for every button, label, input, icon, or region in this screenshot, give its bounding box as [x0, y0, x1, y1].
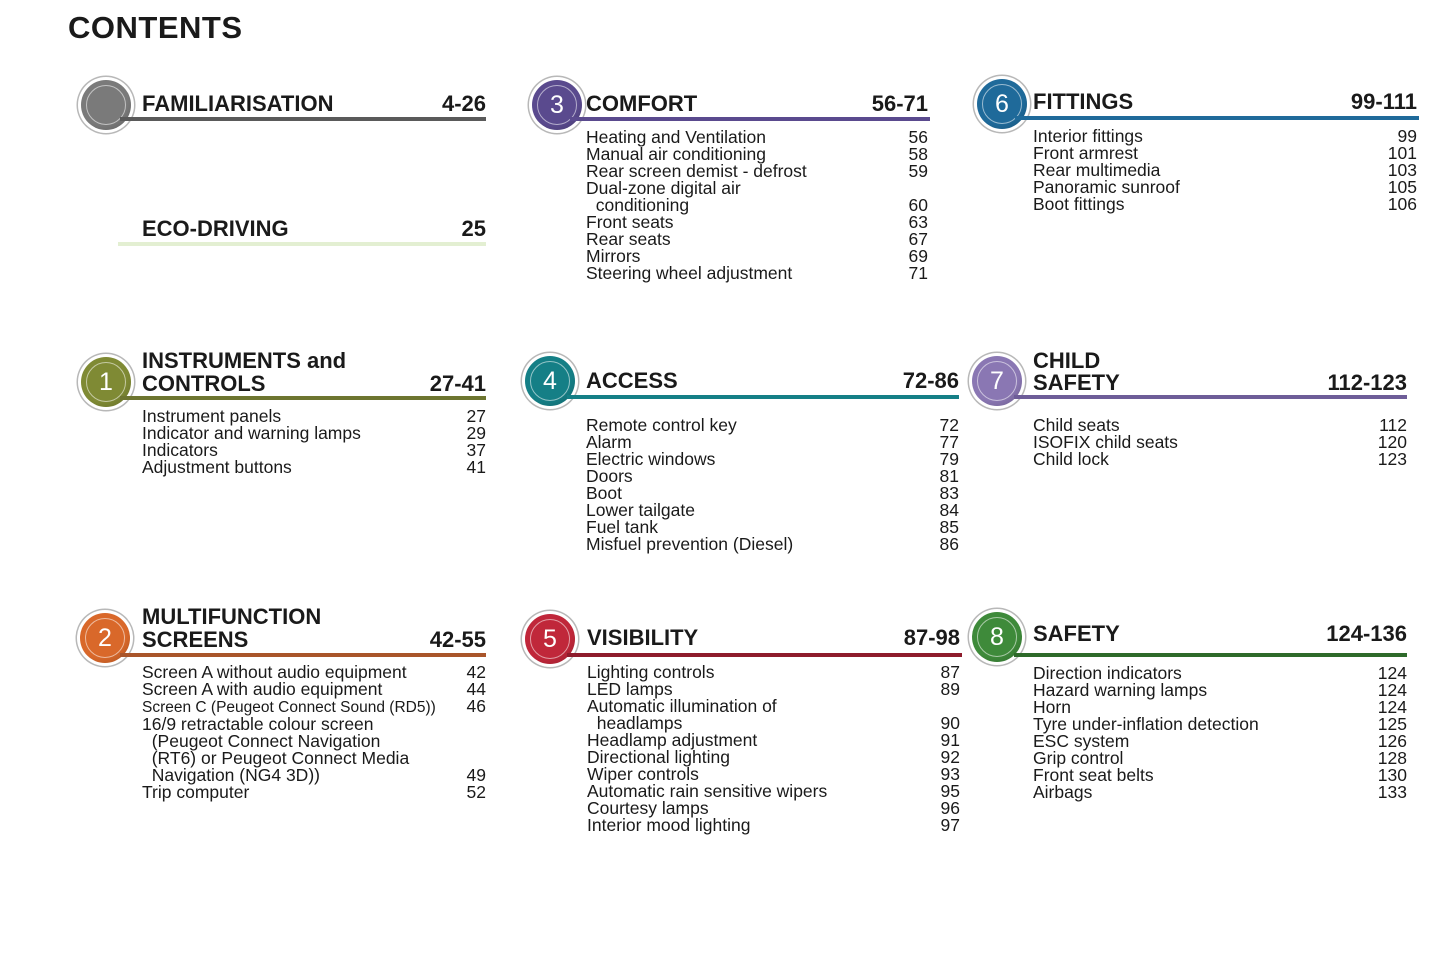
- toc-entry-page: 87: [940, 662, 960, 682]
- toc-entry-page: 63: [908, 212, 928, 232]
- section-title: COMFORT: [586, 91, 698, 116]
- toc-entry-page: 42: [466, 662, 486, 682]
- section-title: VISIBILITY: [587, 625, 699, 650]
- toc-entry-label: conditioning: [586, 195, 690, 215]
- toc-entry-label: Trip computer: [142, 782, 250, 802]
- section-rule: [1015, 116, 1419, 120]
- section-rule: [120, 653, 486, 657]
- toc-entry-page: 91: [940, 730, 960, 750]
- toc-entry-page: 133: [1377, 782, 1407, 802]
- toc-entry-page: 67: [908, 229, 928, 249]
- toc-entry[interactable]: [586, 417, 959, 434]
- toc-entry[interactable]: [586, 451, 959, 468]
- toc-entry[interactable]: [142, 681, 486, 698]
- toc-entry[interactable]: [586, 468, 959, 485]
- toc-entry-page: 130: [1377, 765, 1407, 785]
- toc-entry-page: 27: [466, 406, 486, 426]
- toc-entry-label: Direction indicators: [1033, 663, 1182, 683]
- section-pages: 72-86: [902, 368, 959, 393]
- eco-driving-title: ECO-DRIVING: [142, 216, 289, 241]
- toc-entry-label: Screen A without audio equipment: [142, 662, 407, 682]
- toc-entry[interactable]: [586, 536, 959, 553]
- toc-entry-page: 52: [466, 782, 486, 802]
- entry-list: [586, 417, 959, 553]
- toc-entry-page: 37: [466, 440, 486, 460]
- section-title-line2: SAFETY: [1033, 370, 1120, 395]
- section-badge: 1: [81, 357, 131, 407]
- section-badge: 6: [977, 79, 1027, 129]
- toc-entry-page: 105: [1387, 177, 1417, 197]
- section-badge: [81, 80, 131, 130]
- toc-entry-label: Instrument panels: [142, 406, 282, 426]
- section-title-line2: SCREENS: [142, 627, 249, 652]
- toc-entry-label: Automatic illumination of: [587, 696, 777, 716]
- toc-entry-page: 125: [1377, 714, 1407, 734]
- toc-entry-label: Electric windows: [586, 449, 716, 469]
- toc-entry-label: Fuel tank: [586, 517, 658, 537]
- entry-list: [142, 408, 486, 476]
- eco-driving-rule: [118, 242, 486, 246]
- toc-entry-page: 77: [939, 432, 959, 452]
- page-title: CONTENTS: [68, 10, 243, 45]
- toc-entry[interactable]: [142, 784, 486, 801]
- toc-entry-page: 84: [939, 500, 959, 520]
- section-instruments-controls[interactable]: [78, 348, 508, 608]
- toc-entry-label: Interior fittings: [1033, 126, 1143, 146]
- toc-entry-page: 60: [908, 195, 928, 215]
- toc-entry-page: 126: [1377, 731, 1407, 751]
- section-rule: [120, 396, 486, 400]
- section-rule: [567, 395, 959, 399]
- toc-entry-page: 69: [908, 246, 928, 266]
- toc-entry-label: Rear screen demist - defrost: [586, 161, 807, 181]
- section-pages: 4-26: [441, 91, 486, 116]
- toc-entry-label: Directional lighting: [587, 747, 730, 767]
- toc-entry-label: Misfuel prevention (Diesel): [586, 534, 794, 554]
- toc-entry-label: Screen A with audio equipment: [142, 679, 383, 699]
- toc-entry-label: (RT6) or Peugeot Connect Media: [142, 748, 410, 768]
- section-badge: 5: [525, 614, 575, 664]
- toc-entry[interactable]: [142, 459, 486, 476]
- toc-entry-label: Headlamp adjustment: [587, 730, 758, 750]
- toc-entry-label: Remote control key: [586, 415, 737, 435]
- toc-entry-page: 72: [939, 415, 959, 435]
- section-familiarisation[interactable]: [78, 78, 508, 338]
- section-comfort[interactable]: [530, 78, 960, 338]
- toc-entry-page: 96: [940, 798, 960, 818]
- section-title-line2: CONTROLS: [142, 371, 266, 396]
- section-rule: [120, 117, 486, 121]
- toc-entry-label: Indicator and warning lamps: [142, 423, 361, 443]
- toc-entry-page: 90: [940, 713, 960, 733]
- toc-entry-page: 112: [1379, 415, 1407, 435]
- toc-entry-label: Lower tailgate: [586, 500, 695, 520]
- entry-list: [586, 129, 928, 282]
- toc-entry-label: Alarm: [586, 432, 632, 452]
- toc-entry-page: 92: [940, 747, 960, 767]
- toc-entry-label: Courtesy lamps: [587, 798, 709, 818]
- section-pages: 87-98: [903, 625, 960, 650]
- section-pages: 124-136: [1326, 621, 1407, 646]
- toc-entry-page: 124: [1377, 680, 1407, 700]
- section-child-safety[interactable]: [970, 348, 1407, 608]
- section-title: SAFETY: [1033, 621, 1120, 646]
- toc-entry-page: 44: [466, 679, 486, 699]
- toc-entry[interactable]: [1033, 451, 1407, 468]
- section-multifunction-screens[interactable]: [78, 604, 508, 864]
- toc-entry-page: 103: [1387, 160, 1417, 180]
- section-rule: [1014, 395, 1407, 399]
- toc-entry-label: Lighting controls: [587, 662, 715, 682]
- section-badge: 2: [80, 613, 130, 663]
- section-title: ACCESS: [586, 368, 678, 393]
- toc-entry-label: Interior mood lighting: [587, 815, 751, 835]
- toc-entry-page: 124: [1377, 697, 1407, 717]
- toc-entry-label: Screen C (Peugeot Connect Sound (RD5)): [142, 699, 436, 716]
- toc-entry-page: 83: [939, 483, 959, 503]
- section-access[interactable]: [523, 354, 959, 614]
- toc-entry-label: Child seats: [1033, 415, 1120, 435]
- toc-entry-page: 58: [908, 144, 928, 164]
- section-rule: [570, 117, 930, 121]
- section-badge: 7: [972, 356, 1022, 406]
- toc-entry-label: Boot fittings: [1033, 194, 1125, 214]
- toc-entry-label: Horn: [1033, 697, 1071, 717]
- toc-entry-label: ESC system: [1033, 731, 1130, 751]
- section-fittings[interactable]: [975, 77, 1417, 337]
- toc-entry-label: Panoramic sunroof: [1033, 177, 1180, 197]
- toc-entry-label: headlamps: [587, 713, 683, 733]
- toc-entry-label: Child lock: [1033, 449, 1109, 469]
- section-pages: 112-123: [1327, 370, 1407, 395]
- toc-entry-page: 99: [1397, 126, 1417, 146]
- toc-entry-label: Front armrest: [1033, 143, 1139, 163]
- toc-entry-page: 56: [908, 127, 928, 147]
- toc-entry-page: 86: [939, 534, 959, 554]
- section-title-line1: INSTRUMENTS and: [142, 348, 347, 373]
- toc-entry-label: Boot: [586, 483, 622, 503]
- entry-list: [1033, 417, 1407, 468]
- toc-entry-label: Airbags: [1033, 782, 1093, 802]
- toc-entry-label: Doors: [586, 466, 633, 486]
- toc-entry-page: 46: [466, 696, 486, 716]
- toc-entry-page: 81: [939, 466, 959, 486]
- toc-entry-page: 85: [939, 517, 959, 537]
- toc-entry-label: Steering wheel adjustment: [586, 263, 793, 283]
- toc-entry-page: 106: [1387, 194, 1417, 214]
- section-visibility[interactable]: [523, 612, 960, 872]
- toc-entry-page: 79: [939, 449, 959, 469]
- section-safety[interactable]: [970, 610, 1407, 870]
- toc-entry-label: Grip control: [1033, 748, 1124, 768]
- eco-driving-pages: 25: [461, 216, 486, 241]
- toc-entry-page: 120: [1377, 432, 1407, 452]
- section-rule: [567, 653, 962, 657]
- toc-entry-page: 95: [940, 781, 960, 801]
- toc-entry[interactable]: [1033, 196, 1417, 213]
- section-pages: 42-55: [429, 627, 486, 652]
- section-title: FITTINGS: [1033, 89, 1134, 114]
- section-title: FAMILIARISATION: [142, 91, 334, 116]
- toc-entry-page: 128: [1377, 748, 1407, 768]
- toc-entry-label: 16/9 retractable colour screen: [142, 714, 374, 734]
- section-pages: 56-71: [871, 91, 928, 116]
- entry-list: [1033, 665, 1407, 801]
- toc-entry-label: Rear multimedia: [1033, 160, 1161, 180]
- section-title-line1: CHILD: [1033, 348, 1101, 373]
- toc-entry-label: Tyre under-inflation detection: [1033, 714, 1259, 734]
- toc-entry-label: Rear seats: [586, 229, 671, 249]
- toc-entry-page: 124: [1377, 663, 1407, 683]
- section-pages: 27-41: [429, 371, 486, 396]
- toc-entry-label: Front seats: [586, 212, 674, 232]
- entry-list: [587, 664, 960, 834]
- toc-entry-page: 123: [1377, 449, 1407, 469]
- toc-entry-page: 101: [1387, 143, 1417, 163]
- toc-entry-label: Mirrors: [586, 246, 641, 266]
- toc-entry-page: 49: [466, 765, 486, 785]
- toc-entry-page: 89: [940, 679, 960, 699]
- entry-list: [1033, 128, 1417, 213]
- toc-entry[interactable]: [1033, 784, 1407, 801]
- toc-entry-page: 59: [908, 161, 928, 181]
- toc-entry[interactable]: [587, 817, 960, 834]
- toc-entry-label: ISOFIX child seats: [1033, 432, 1178, 452]
- toc-entry-label: Dual-zone digital air: [586, 178, 741, 198]
- section-title-line1: MULTIFUNCTION: [142, 604, 322, 629]
- toc-entry-label: Hazard warning lamps: [1033, 680, 1208, 700]
- toc-entry-label: Front seat belts: [1033, 765, 1154, 785]
- toc-entry-page: 71: [908, 263, 928, 283]
- section-rule: [1014, 653, 1407, 657]
- toc-entry-page: 41: [466, 457, 486, 477]
- section-badge: 8: [972, 612, 1022, 662]
- toc-entry-page: 29: [466, 423, 486, 443]
- toc-entry-label: LED lamps: [587, 679, 673, 699]
- toc-entry-label: Adjustment buttons: [142, 457, 292, 477]
- entry-list: [142, 664, 486, 801]
- toc-entry-page: 97: [940, 815, 960, 835]
- toc-entry-label: Automatic rain sensitive wipers: [587, 781, 828, 801]
- toc-entry-label: Navigation (NG4 3D)): [142, 765, 320, 785]
- toc-entry-label: Wiper controls: [587, 764, 699, 784]
- section-badge: 4: [525, 356, 575, 406]
- toc-entry-label: Heating and Ventilation: [586, 127, 766, 147]
- toc-entry[interactable]: [1033, 682, 1407, 699]
- section-pages: 99-111: [1350, 89, 1417, 114]
- section-badge: 3: [532, 80, 582, 130]
- toc-entry-label: (Peugeot Connect Navigation: [142, 731, 381, 751]
- toc-entry-page: 93: [940, 764, 960, 784]
- toc-entry[interactable]: [586, 265, 928, 282]
- toc-entry-label: Indicators: [142, 440, 218, 460]
- toc-entry-label: Manual air conditioning: [586, 144, 766, 164]
